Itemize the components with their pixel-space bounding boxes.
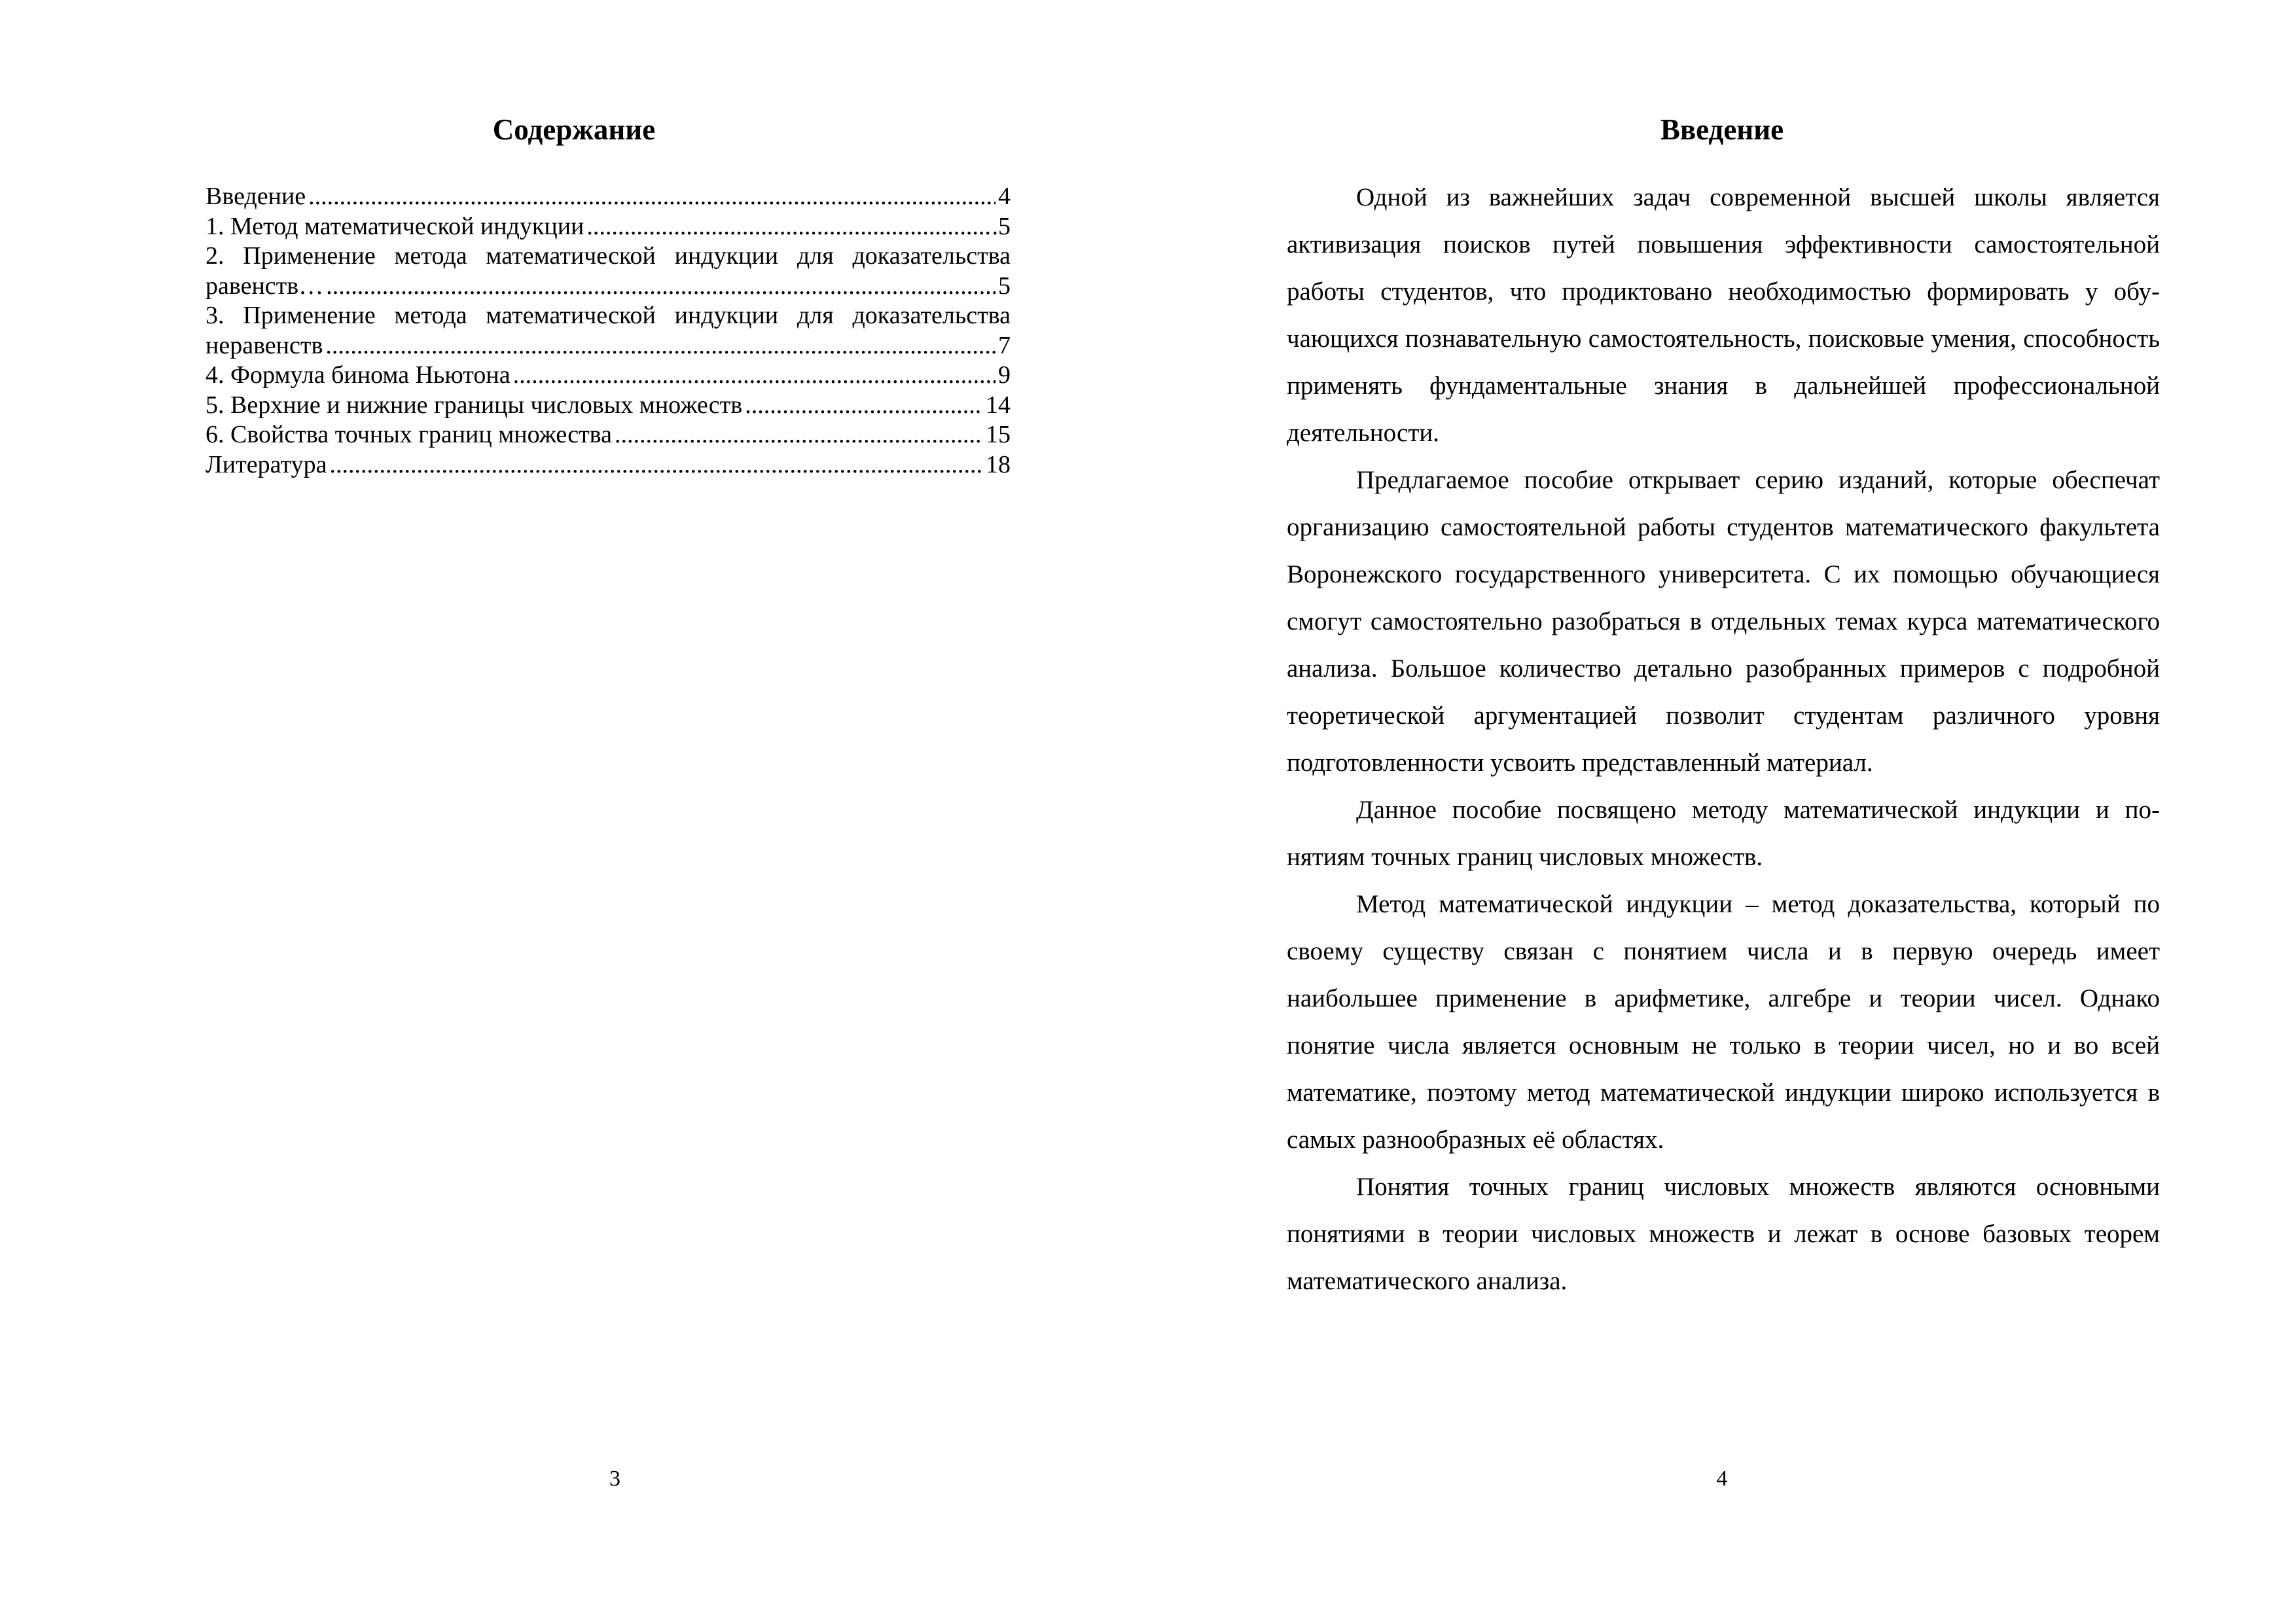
right-page xyxy=(1148,0,2296,1623)
table-of-contents xyxy=(206,182,1011,480)
toc-entry-page: 18 xyxy=(986,450,1011,478)
introduction-heading: Введение xyxy=(1660,113,1784,146)
toc-entry-title-line-2: равенств… xyxy=(206,272,324,300)
toc-leader-dots xyxy=(513,361,996,391)
toc-leader-dots xyxy=(329,450,983,480)
page-number: 4 xyxy=(1716,1467,1728,1491)
toc-entry-page: 7 xyxy=(998,331,1011,359)
toc-entry-section-3[interactable] xyxy=(206,301,1011,361)
toc-leader-dots xyxy=(615,420,983,450)
toc-entry-title: Литература xyxy=(206,450,327,478)
toc-entry-page: 14 xyxy=(986,391,1011,419)
toc-entry-page: 15 xyxy=(986,421,1011,448)
toc-entry-title-line-2: неравенств xyxy=(206,331,323,359)
toc-entry-introduction[interactable] xyxy=(206,182,1011,212)
toc-leader-dots xyxy=(586,212,989,242)
toc-entry-section-4[interactable] xyxy=(206,361,1011,391)
toc-entry-page: 5 xyxy=(998,272,1011,300)
toc-entry-page: 4 xyxy=(998,183,1011,210)
paragraph: Одной из важнейших задач современной высшей школы является активизация поисков путей повышения эффективности самостоятельной работы студентов, что продиктовано необходимостью формировать у обучающихся познавательную самостоятельность, поисковые умения, способность применять фундаментальные знания в дальнейшей профессиональной деятельности. xyxy=(1287,183,2160,447)
paragraph: Понятия точных границ числовых множеств являются основными понятиями в теории числовых множеств и лежат в основе базовых теорем математического анализа. xyxy=(1287,1173,2160,1295)
toc-leader-dots xyxy=(326,272,996,302)
paragraph: Данное пособие посвящено методу математической индукции и понятиям точных границ числовых множеств. xyxy=(1287,796,2160,871)
toc-entry-title: 5. Верхние и нижние границы числовых множеств xyxy=(206,391,743,419)
toc-entry-section-6[interactable] xyxy=(206,420,1011,450)
toc-entry-section-5[interactable] xyxy=(206,391,1011,421)
toc-entry-title: 1. Метод математической индукции xyxy=(206,212,584,240)
toc-entry-title-line-1: 3. Применение метода математической индукции для доказательства xyxy=(206,302,1011,329)
toc-entry-page: .5 xyxy=(992,212,1011,240)
toc-leader-dots xyxy=(325,331,996,361)
toc-entry-literature[interactable] xyxy=(206,450,1011,480)
toc-heading: Содержание xyxy=(492,113,656,146)
toc-entry-section-2[interactable] xyxy=(206,241,1011,301)
toc-entry-section-1[interactable] xyxy=(206,212,1011,242)
toc-entry-title: 6. Свойства точных границ множества xyxy=(206,421,612,448)
page-number: 3 xyxy=(609,1467,620,1491)
toc-leader-dots xyxy=(308,182,996,212)
toc-entry-title: Введение xyxy=(206,183,306,210)
paragraph: Предлагаемое пособие открывает серию изданий, которые обеспечат организацию самостоятельной работы студентов математического факультета Воронежского государственного университета. С их помощью обучающиеся смогут самостоятельно разобраться в отдельных темах курса математического анализа. Большое количество детально разобранных примеров с подробной теоретической аргументацией позволит студентам различного уровня подготовленности усвоить представленный материал. xyxy=(1287,466,2160,777)
toc-entry-page: 9 xyxy=(998,361,1011,389)
toc-entry-title: 4. Формула бинома Ньютона xyxy=(206,361,511,389)
toc-entry-title-line-1: 2. Применение метода математической индукции для доказательства xyxy=(206,242,1011,270)
paragraph: Метод математической индукции – метод доказательства, который по своему существу связан с понятием числа и в первую очередь имеет наибольшее применение в арифметике, алгебре и теории чисел. Однако понятие числа является основным не только в теории чисел, но и во всей математике, поэтому метод математической индукции широко используется в самых разнообразных её областях. xyxy=(1287,890,2160,1154)
toc-leader-dots xyxy=(745,391,983,421)
introduction-body xyxy=(1287,174,2160,1305)
